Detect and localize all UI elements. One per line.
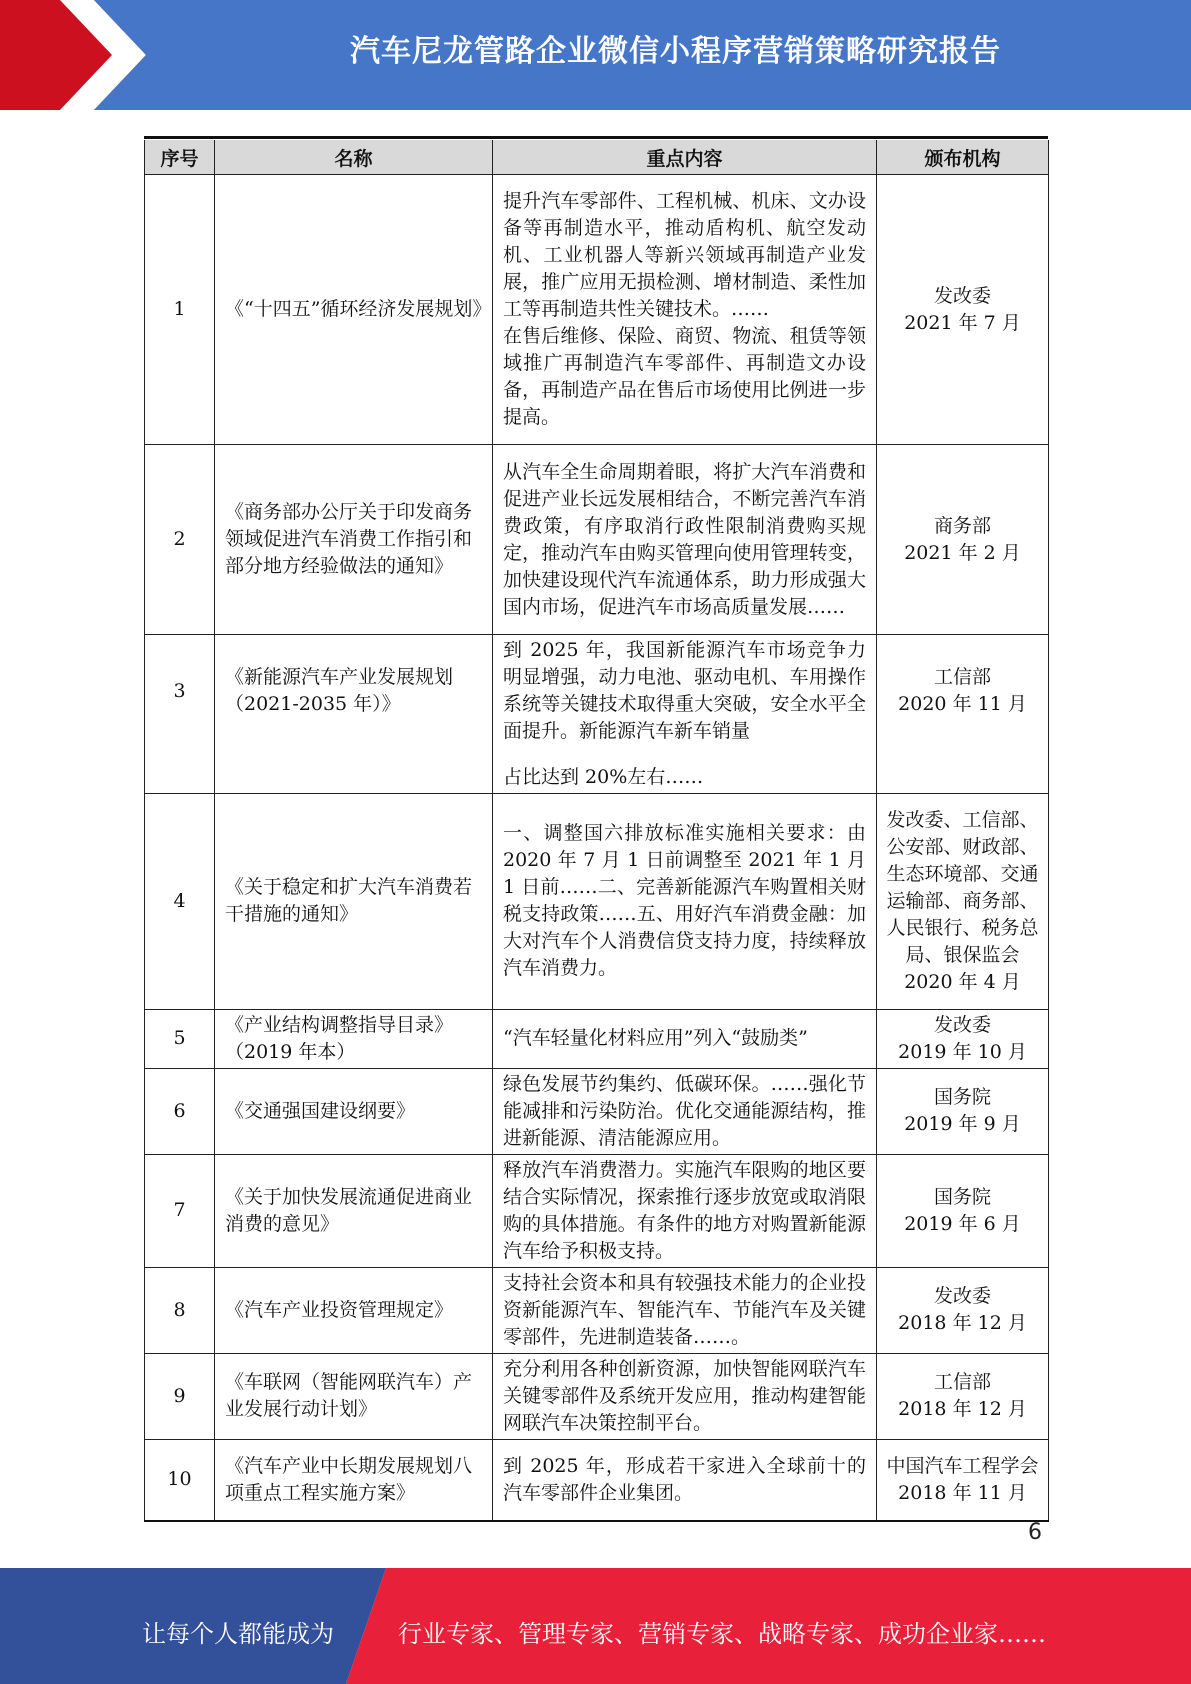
empty-cell xyxy=(877,747,1049,793)
empty-cell xyxy=(215,747,493,793)
column-header-issuer: 颁布机构 xyxy=(877,140,1049,175)
table-row xyxy=(145,175,1049,445)
table-body xyxy=(145,175,1049,1522)
row-issuing-body: 商务部 2021 年 2 月 xyxy=(877,445,1049,635)
row-key-content: 支持社会资本和具有较强技术能力的企业投资新能源汽车、智能汽车、节能汽车及关键零部件，先进制造装备……。 xyxy=(493,1267,877,1353)
row-number: 2 xyxy=(145,445,215,635)
table-header-row xyxy=(145,140,1049,175)
policy-table xyxy=(144,140,1049,1522)
column-header-number: 序号 xyxy=(145,140,215,175)
row-key-content: 释放汽车消费潜力。实施汽车限购的地区要结合实际情况，探索推行逐步放宽或取消限购的具体措施。有条件的地方对购置新能源汽车给予积极支持。 xyxy=(493,1154,877,1267)
row-document-name: 《关于稳定和扩大汽车消费若干措施的通知》 xyxy=(215,793,493,1009)
row-issuing-body: 发改委 2018 年 12 月 xyxy=(877,1267,1049,1353)
table-row xyxy=(145,1353,1049,1439)
table-row xyxy=(145,1439,1049,1521)
row-number: 7 xyxy=(145,1154,215,1267)
table-row-continuation xyxy=(145,747,1049,793)
row-number: 3 xyxy=(145,635,215,748)
row-document-name: 《“十四五”循环经济发展规划》 xyxy=(215,175,493,445)
row-document-name: 《关于加快发展流通促进商业消费的意见》 xyxy=(215,1154,493,1267)
row-number: 10 xyxy=(145,1439,215,1521)
footer-slogan-left: 让每个人都能成为 xyxy=(142,1620,334,1648)
row-issuing-body: 国务院 2019 年 6 月 xyxy=(877,1154,1049,1267)
row-document-name: 《产业结构调整指导目录》（2019 年本） xyxy=(215,1009,493,1068)
row-key-content-continued: 占比达到 20%左右…… xyxy=(493,747,877,793)
row-issuing-body: 工信部 2018 年 12 月 xyxy=(877,1353,1049,1439)
row-key-content: 一、调整国六排放标准实施相关要求：由 2020 年 7 月 1 日前调整至 2021 年 1 月 1 日前……二、完善新能源汽车购置相关财税支持政策……五、用好汽车消费金融：加大对汽车个人消费信贷支持力度，持续释放汽车消费力。 xyxy=(493,793,877,1009)
row-document-name: 《商务部办公厅关于印发商务领域促进汽车消费工作指引和部分地方经验做法的通知》 xyxy=(215,445,493,635)
row-key-content: 充分利用各种创新资源，加快智能网联汽车关键零部件及系统开发应用，推动构建智能网联汽车决策控制平台。 xyxy=(493,1353,877,1439)
table-row xyxy=(145,635,1049,748)
row-number: 6 xyxy=(145,1068,215,1154)
table-row xyxy=(145,793,1049,1009)
empty-cell xyxy=(145,747,215,793)
row-document-name: 《汽车产业中长期发展规划八项重点工程实施方案》 xyxy=(215,1439,493,1521)
footer-banner xyxy=(0,1568,1191,1684)
table-row xyxy=(145,1009,1049,1068)
row-document-name: 《车联网（智能网联汽车）产业发展行动计划》 xyxy=(215,1353,493,1439)
row-issuing-body: 工信部 2020 年 11 月 xyxy=(877,635,1049,748)
row-document-name: 《汽车产业投资管理规定》 xyxy=(215,1267,493,1353)
row-document-name: 《交通强国建设纲要》 xyxy=(215,1068,493,1154)
row-number: 5 xyxy=(145,1009,215,1068)
row-key-content: 到 2025 年，我国新能源汽车市场竞争力明显增强，动力电池、驱动电机、车用操作系统等关键技术取得重大突破，安全水平全面提升。新能源汽车新车销量 xyxy=(493,635,877,748)
page-number: 6 xyxy=(1028,1520,1042,1545)
row-issuing-body: 中国汽车工程学会 2018 年 11 月 xyxy=(877,1439,1049,1521)
row-number: 1 xyxy=(145,175,215,445)
table-row xyxy=(145,1068,1049,1154)
row-key-content: “汽车轻量化材料应用”列入“鼓励类” xyxy=(493,1009,877,1068)
row-number: 8 xyxy=(145,1267,215,1353)
row-issuing-body: 发改委、工信部、公安部、财政部、生态环境部、交通运输部、商务部、人民银行、税务总局、银保监会 2020 年 4 月 xyxy=(877,793,1049,1009)
row-issuing-body: 国务院 2019 年 9 月 xyxy=(877,1068,1049,1154)
report-title: 汽车尼龙管路企业微信小程序营销策略研究报告 xyxy=(350,34,1001,69)
row-key-content: 提升汽车零部件、工程机械、机床、文办设备等再制造水平，推动盾构机、航空发动机、工业机器人等新兴领域再制造产业发展，推广应用无损检测、增材制造、柔性加工等再制造共性关键技术。…… 在售后维修、保险、商贸、物流、租赁等领域推广再制造汽车零部件、再制造文办设备，再制造产品在售后市场使用比例进一步提高。 xyxy=(493,175,877,445)
row-key-content: 从汽车全生命周期着眼，将扩大汽车消费和促进产业长远发展相结合，不断完善汽车消费政策，有序取消行政性限制消费购买规定，推动汽车由购买管理向使用管理转变，加快建设现代汽车流通体系，助力形成强大国内市场，促进汽车市场高质量发展…… xyxy=(493,445,877,635)
row-issuing-body: 发改委 2021 年 7 月 xyxy=(877,175,1049,445)
row-key-content: 绿色发展节约集约、低碳环保。……强化节能减排和污染防治。优化交通能源结构，推进新能源、清洁能源应用。 xyxy=(493,1068,877,1154)
row-number: 4 xyxy=(145,793,215,1009)
column-header-name: 名称 xyxy=(215,140,493,175)
table-top-rule xyxy=(144,136,1048,139)
table-row xyxy=(145,1267,1049,1353)
footer-slogan-right: 行业专家、管理专家、营销专家、战略专家、成功企业家…… xyxy=(398,1620,1046,1648)
row-document-name: 《新能源汽车产业发展规划（2021-2035 年）》 xyxy=(215,635,493,748)
row-key-content: 到 2025 年，形成若干家进入全球前十的汽车零部件企业集团。 xyxy=(493,1439,877,1521)
table-row xyxy=(145,1154,1049,1267)
column-header-content: 重点内容 xyxy=(493,140,877,175)
table-row xyxy=(145,445,1049,635)
row-number: 9 xyxy=(145,1353,215,1439)
header-banner xyxy=(0,0,1191,110)
row-issuing-body: 发改委 2019 年 10 月 xyxy=(877,1009,1049,1068)
